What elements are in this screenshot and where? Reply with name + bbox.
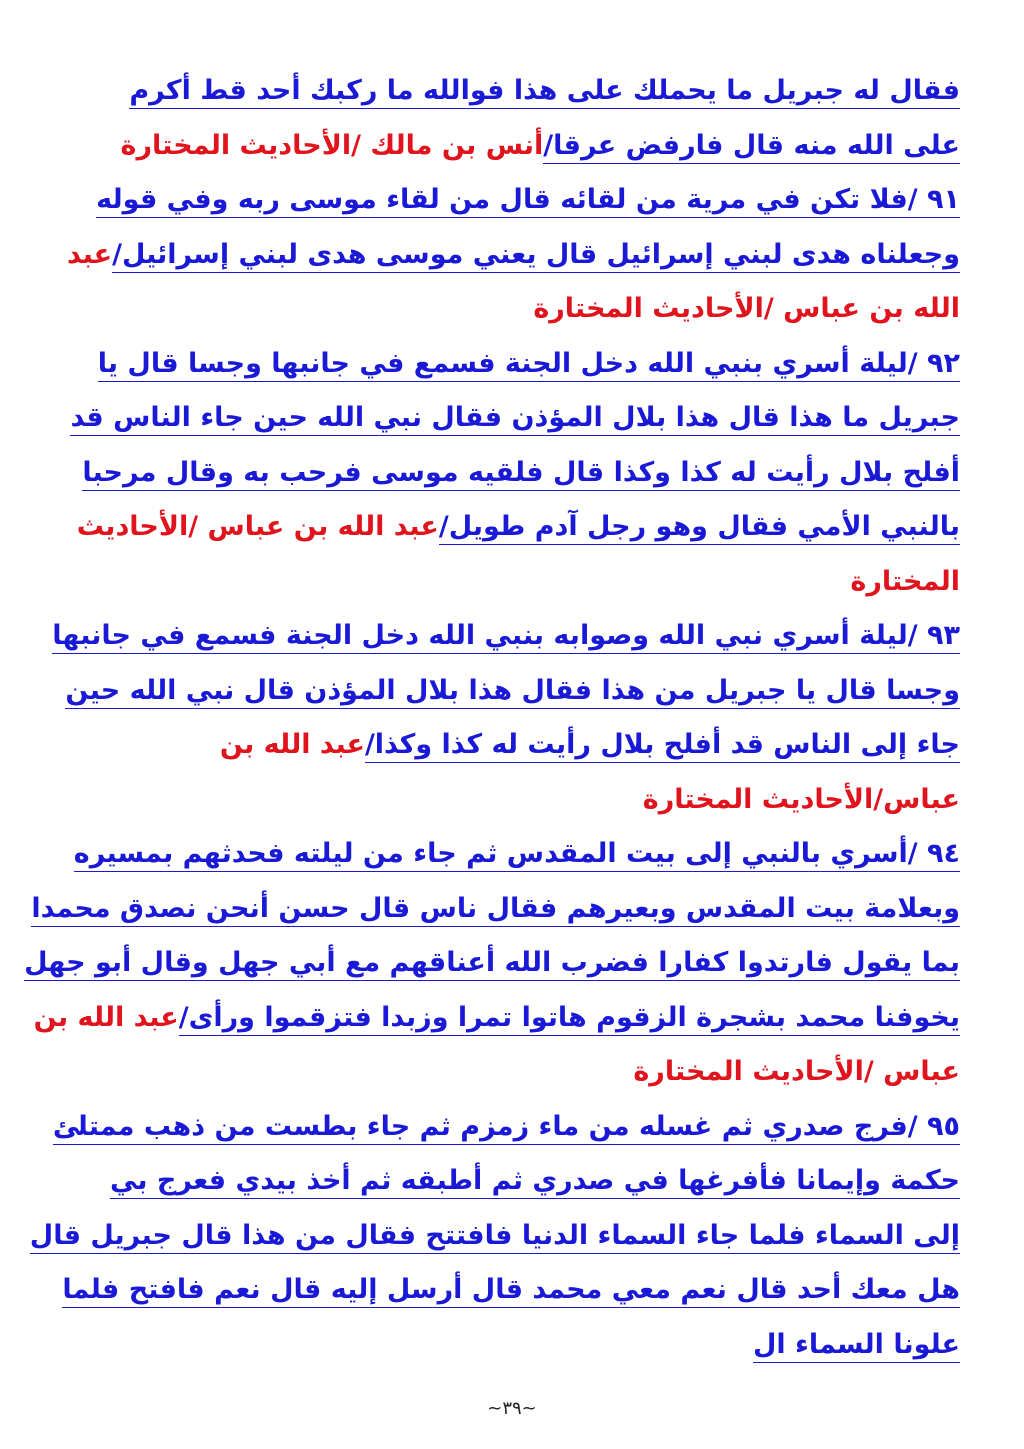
hadith-text: إلى السماء فلما جاء السماء الدنيا فافتتح فقال من هذا قال جبريل قال	[30, 1220, 960, 1254]
hadith-text: على الله منه قال فارفض عرقا/	[543, 130, 960, 164]
text-line	[31, 884, 960, 939]
source-citation: عبد	[67, 238, 113, 270]
text-line	[40, 230, 960, 285]
text-line	[40, 448, 960, 503]
hadith-text: علونا السماء ال	[753, 1329, 960, 1363]
source-citation: عباس /الأحاديث المختارة	[633, 1056, 960, 1087]
text-line	[40, 66, 960, 121]
hadith-text: ٩١ /فلا تكن في مرية من لقائه قال من لقاء موسى ربه وفي قوله	[96, 184, 960, 218]
source-citation: المختارة	[850, 565, 960, 597]
text-body	[24, 66, 960, 1374]
hadith-text: فقال له جبريل ما يحملك على هذا فوالله ما ركبك أحد قط أكرم	[129, 75, 960, 109]
text-line	[40, 284, 960, 339]
hadith-text: بالنبي الأمي فقال وهو رجل آدم طويل/	[439, 511, 960, 545]
hadith-text: ٩٣ /ليلة أسري نبي الله وصوابه بنبي الله دخل الجنة فسمع في جانبها	[52, 620, 960, 654]
source-citation: عبد الله بن	[219, 729, 365, 760]
text-line	[40, 775, 960, 830]
text-line	[40, 175, 960, 230]
text-line	[40, 121, 960, 176]
text-line	[40, 1156, 960, 1211]
hadith-text: جبريل ما هذا قال هذا بلال المؤذن فقال نبي الله حين جاء الناس قد	[70, 402, 960, 436]
text-line	[40, 1265, 960, 1320]
text-line	[40, 339, 960, 394]
hadith-text: وجعلناه هدى لبني إسرائيل قال يعني موسى هدى لبني إسرائيل/	[112, 239, 960, 273]
text-line	[40, 1047, 960, 1102]
hadith-text: وجسا قال يا جبريل من هذا فقال هذا بلال المؤذن قال نبي الله حين	[65, 675, 960, 709]
hadith-text: هل معك أحد قال نعم معي محمد قال أرسل إليه قال نعم فافتح فلما	[62, 1274, 960, 1308]
source-citation: الله بن عباس /الأحاديث المختارة	[533, 293, 960, 324]
source-citation: عبد الله بن عباس /الأحاديث	[76, 511, 439, 542]
hadith-text: جاء إلى الناس قد أفلح بلال رأيت له كذا وكذا/	[365, 729, 960, 763]
source-citation: عباس/الأحاديث المختارة	[642, 783, 960, 815]
hadith-text: حكمة وإيمانا فأفرغها في صدري ثم أطبقه ثم أخذ بيدي فعرج بي	[110, 1165, 960, 1199]
text-line	[40, 720, 960, 775]
text-line	[29, 1211, 960, 1266]
hadith-text: ٩٢ /ليلة أسري بنبي الله دخل الجنة فسمع في جانبها وجسا قال يا	[98, 348, 960, 382]
text-line	[24, 938, 960, 993]
hadith-text: وبعلامة بيت المقدس وبعيرهم فقال ناس قال حسن أنحن نصدق محمدا	[31, 893, 960, 927]
text-line	[40, 611, 960, 666]
hadith-text: يخوفنا محمد بشجرة الزقوم هاتوا تمرا وزبدا فتزقموا ورأى/	[179, 1002, 960, 1036]
text-line	[40, 1320, 960, 1375]
hadith-text: ٩٥ /فرج صدري ثم غسله من ماء زمزم ثم جاء بطست من ذهب ممتلئ	[53, 1111, 960, 1145]
hadith-text: أفلح بلال رأيت له كذا وكذا قال فلقيه موسى فرحب به وقال مرحبا	[82, 457, 960, 491]
text-line	[40, 393, 960, 448]
page-number: ~٣٩~	[487, 1398, 537, 1419]
text-line	[40, 1102, 960, 1157]
text-line	[40, 557, 960, 612]
source-citation: عبد الله بن	[33, 1001, 179, 1033]
text-line	[40, 829, 960, 884]
text-line	[40, 666, 960, 721]
hadith-text: بما يقول فارتدوا كفارا فضرب الله أعناقهم مع أبي جهل وقال أبو جهل	[24, 947, 960, 981]
text-line	[33, 993, 960, 1048]
source-citation: أنس بن مالك /الأحاديث المختارة	[120, 129, 544, 161]
text-line	[40, 502, 960, 557]
hadith-text: ٩٤ /أسري بالنبي إلى بيت المقدس ثم جاء من ليلته فحدثهم بمسيره	[74, 838, 960, 872]
